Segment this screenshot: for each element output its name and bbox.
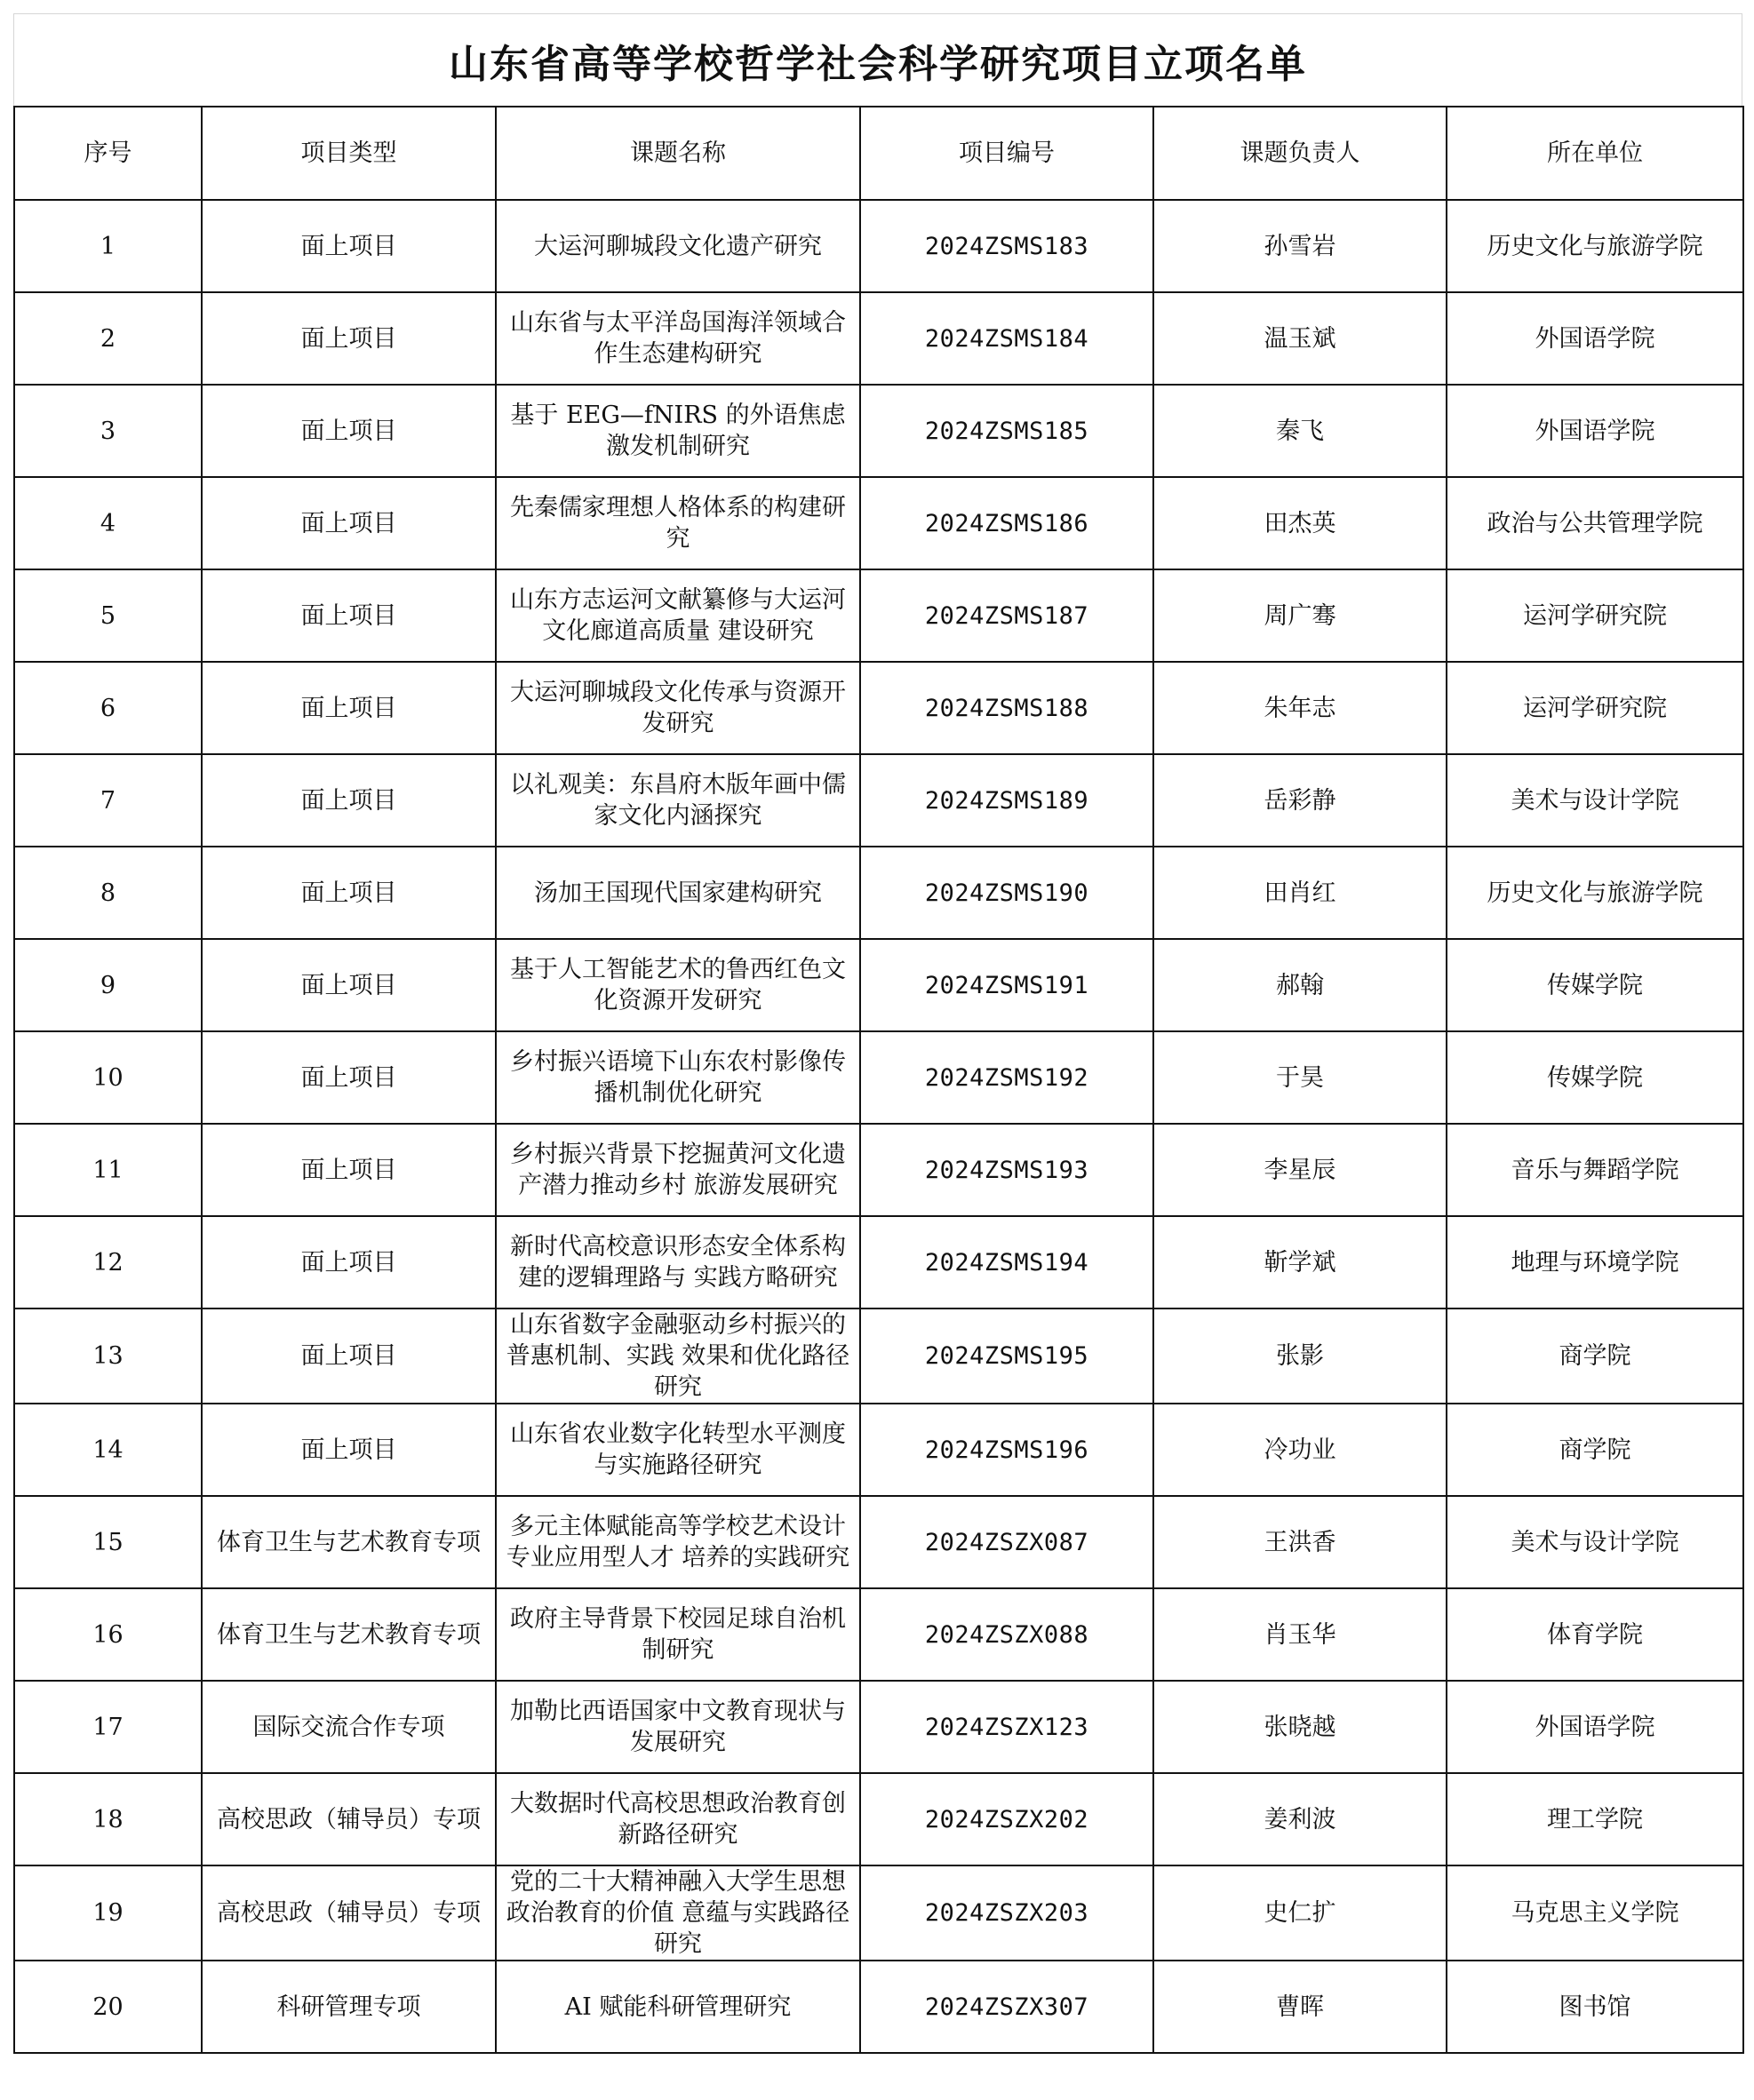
cell-serial-number: 5: [14, 569, 202, 662]
cell-unit: 传媒学院: [1447, 939, 1743, 1031]
table-body: [14, 200, 1743, 2053]
cell-unit: 历史文化与旅游学院: [1447, 200, 1743, 292]
cell-unit: 商学院: [1447, 1404, 1743, 1496]
project-table: [13, 106, 1744, 2054]
cell-serial-number: 16: [14, 1588, 202, 1681]
cell-project-type: 体育卫生与艺术教育专项: [202, 1588, 496, 1681]
cell-topic-name: 乡村振兴背景下挖掘黄河文化遗产潜力推动乡村 旅游发展研究: [496, 1124, 860, 1216]
cell-topic-name: 山东省与太平洋岛国海洋领域合作生态建构研究: [496, 292, 860, 385]
header-project-type: 项目类型: [202, 107, 496, 200]
cell-topic-name: 山东省农业数字化转型水平测度与实施路径研究: [496, 1404, 860, 1496]
cell-unit: 运河学研究院: [1447, 662, 1743, 754]
cell-project-type: 面上项目: [202, 477, 496, 569]
cell-unit: 美术与设计学院: [1447, 754, 1743, 847]
cell-unit: 图书馆: [1447, 1961, 1743, 2053]
cell-serial-number: 6: [14, 662, 202, 754]
table-header: [14, 107, 1743, 200]
table-row: [14, 385, 1743, 477]
cell-project-code: 2024ZSMS192: [860, 1031, 1153, 1124]
cell-project-leader: 秦飞: [1153, 385, 1447, 477]
cell-topic-name: 大运河聊城段文化遗产研究: [496, 200, 860, 292]
cell-project-code: 2024ZSZX087: [860, 1496, 1153, 1588]
table-row: [14, 1496, 1743, 1588]
cell-serial-number: 2: [14, 292, 202, 385]
header-project-leader: 课题负责人: [1153, 107, 1447, 200]
cell-project-code: 2024ZSMS183: [860, 200, 1153, 292]
cell-topic-name: 以礼观美：东昌府木版年画中儒家文化内涵探究: [496, 754, 860, 847]
cell-topic-name: 基于人工智能艺术的鲁西红色文化资源开发研究: [496, 939, 860, 1031]
cell-unit: 传媒学院: [1447, 1031, 1743, 1124]
cell-project-code: 2024ZSMS194: [860, 1216, 1153, 1309]
cell-serial-number: 17: [14, 1681, 202, 1773]
cell-serial-number: 3: [14, 385, 202, 477]
cell-topic-name: 山东方志运河文献纂修与大运河文化廊道高质量 建设研究: [496, 569, 860, 662]
cell-project-leader: 于昊: [1153, 1031, 1447, 1124]
cell-project-type: 体育卫生与艺术教育专项: [202, 1496, 496, 1588]
table-row: [14, 569, 1743, 662]
table-row: [14, 662, 1743, 754]
cell-project-code: 2024ZSMS187: [860, 569, 1153, 662]
cell-project-leader: 姜利波: [1153, 1773, 1447, 1865]
table-row: [14, 292, 1743, 385]
cell-project-type: 面上项目: [202, 1404, 496, 1496]
project-list-sheet: [13, 13, 1742, 2054]
cell-topic-name: 政府主导背景下校园足球自治机制研究: [496, 1588, 860, 1681]
cell-project-type: 面上项目: [202, 385, 496, 477]
cell-project-leader: 冷功业: [1153, 1404, 1447, 1496]
cell-project-type: 面上项目: [202, 1216, 496, 1309]
cell-project-code: 2024ZSZX202: [860, 1773, 1153, 1865]
cell-unit: 体育学院: [1447, 1588, 1743, 1681]
cell-project-leader: 田肖红: [1153, 847, 1447, 939]
table-row: [14, 1865, 1743, 1961]
title-bar: [13, 13, 1742, 106]
cell-serial-number: 14: [14, 1404, 202, 1496]
cell-project-type: 面上项目: [202, 939, 496, 1031]
cell-project-code: 2024ZSZX307: [860, 1961, 1153, 2053]
cell-project-leader: 王洪香: [1153, 1496, 1447, 1588]
header-project-code: 项目编号: [860, 107, 1153, 200]
cell-topic-name: 党的二十大精神融入大学生思想政治教育的价值 意蕴与实践路径研究: [496, 1865, 860, 1961]
cell-unit: 理工学院: [1447, 1773, 1743, 1865]
cell-unit: 地理与环境学院: [1447, 1216, 1743, 1309]
cell-unit: 外国语学院: [1447, 292, 1743, 385]
cell-unit: 历史文化与旅游学院: [1447, 847, 1743, 939]
cell-project-type: 面上项目: [202, 1124, 496, 1216]
cell-serial-number: 12: [14, 1216, 202, 1309]
table-row: [14, 477, 1743, 569]
cell-serial-number: 15: [14, 1496, 202, 1588]
cell-unit: 政治与公共管理学院: [1447, 477, 1743, 569]
table-row: [14, 939, 1743, 1031]
cell-project-code: 2024ZSMS184: [860, 292, 1153, 385]
cell-serial-number: 8: [14, 847, 202, 939]
cell-unit: 外国语学院: [1447, 1681, 1743, 1773]
cell-project-leader: 肖玉华: [1153, 1588, 1447, 1681]
cell-project-type: 高校思政（辅导员）专项: [202, 1773, 496, 1865]
table-row: [14, 1031, 1743, 1124]
cell-project-code: 2024ZSZX123: [860, 1681, 1153, 1773]
page-title: 山东省高等学校哲学社会科学研究项目立项名单: [449, 41, 1307, 87]
cell-project-leader: 田杰英: [1153, 477, 1447, 569]
cell-project-type: 面上项目: [202, 1031, 496, 1124]
cell-project-leader: 曹晖: [1153, 1961, 1447, 2053]
cell-topic-name: 基于 EEG—fNIRS 的外语焦虑激发机制研究: [496, 385, 860, 477]
table-row: [14, 1588, 1743, 1681]
cell-project-type: 高校思政（辅导员）专项: [202, 1865, 496, 1961]
cell-project-code: 2024ZSMS193: [860, 1124, 1153, 1216]
cell-project-leader: 李星辰: [1153, 1124, 1447, 1216]
cell-topic-name: 先秦儒家理想人格体系的构建研究: [496, 477, 860, 569]
cell-project-code: 2024ZSMS191: [860, 939, 1153, 1031]
table-row: [14, 200, 1743, 292]
cell-project-leader: 朱年志: [1153, 662, 1447, 754]
cell-topic-name: 新时代高校意识形态安全体系构建的逻辑理路与 实践方略研究: [496, 1216, 860, 1309]
table-row: [14, 1216, 1743, 1309]
cell-project-leader: 温玉斌: [1153, 292, 1447, 385]
cell-topic-name: 山东省数字金融驱动乡村振兴的普惠机制、实践 效果和优化路径研究: [496, 1309, 860, 1404]
cell-project-type: 国际交流合作专项: [202, 1681, 496, 1773]
cell-topic-name: 加勒比西语国家中文教育现状与发展研究: [496, 1681, 860, 1773]
cell-project-leader: 靳学斌: [1153, 1216, 1447, 1309]
cell-serial-number: 19: [14, 1865, 202, 1961]
cell-unit: 音乐与舞蹈学院: [1447, 1124, 1743, 1216]
cell-project-leader: 岳彩静: [1153, 754, 1447, 847]
cell-topic-name: 大运河聊城段文化传承与资源开发研究: [496, 662, 860, 754]
cell-project-leader: 史仁扩: [1153, 1865, 1447, 1961]
table-row: [14, 1124, 1743, 1216]
cell-unit: 美术与设计学院: [1447, 1496, 1743, 1588]
cell-project-leader: 郝翰: [1153, 939, 1447, 1031]
table-row: [14, 1681, 1743, 1773]
cell-serial-number: 10: [14, 1031, 202, 1124]
cell-project-leader: 张影: [1153, 1309, 1447, 1404]
cell-project-leader: 孙雪岩: [1153, 200, 1447, 292]
cell-project-code: 2024ZSMS190: [860, 847, 1153, 939]
header-row: [14, 107, 1743, 200]
cell-unit: 马克思主义学院: [1447, 1865, 1743, 1961]
cell-topic-name: 乡村振兴语境下山东农村影像传播机制优化研究: [496, 1031, 860, 1124]
table-row: [14, 1961, 1743, 2053]
cell-project-code: 2024ZSZX088: [860, 1588, 1153, 1681]
cell-project-code: 2024ZSMS189: [860, 754, 1153, 847]
table-row: [14, 754, 1743, 847]
cell-project-type: 科研管理专项: [202, 1961, 496, 2053]
cell-project-code: 2024ZSMS196: [860, 1404, 1153, 1496]
cell-serial-number: 9: [14, 939, 202, 1031]
cell-topic-name: 多元主体赋能高等学校艺术设计专业应用型人才 培养的实践研究: [496, 1496, 860, 1588]
cell-project-leader: 周广骞: [1153, 569, 1447, 662]
header-serial-number: 序号: [14, 107, 202, 200]
cell-project-type: 面上项目: [202, 754, 496, 847]
cell-serial-number: 1: [14, 200, 202, 292]
cell-project-type: 面上项目: [202, 200, 496, 292]
cell-serial-number: 4: [14, 477, 202, 569]
cell-serial-number: 7: [14, 754, 202, 847]
table-row: [14, 1404, 1743, 1496]
cell-project-code: 2024ZSMS186: [860, 477, 1153, 569]
cell-project-type: 面上项目: [202, 1309, 496, 1404]
cell-project-type: 面上项目: [202, 847, 496, 939]
cell-topic-name: 汤加王国现代国家建构研究: [496, 847, 860, 939]
cell-project-type: 面上项目: [202, 662, 496, 754]
cell-topic-name: 大数据时代高校思想政治教育创新路径研究: [496, 1773, 860, 1865]
table-row: [14, 1309, 1743, 1404]
cell-project-code: 2024ZSMS188: [860, 662, 1153, 754]
cell-serial-number: 18: [14, 1773, 202, 1865]
cell-topic-name: AI 赋能科研管理研究: [496, 1961, 860, 2053]
cell-unit: 商学院: [1447, 1309, 1743, 1404]
cell-serial-number: 13: [14, 1309, 202, 1404]
table-row: [14, 847, 1743, 939]
cell-project-type: 面上项目: [202, 569, 496, 662]
cell-unit: 外国语学院: [1447, 385, 1743, 477]
cell-project-type: 面上项目: [202, 292, 496, 385]
cell-project-code: 2024ZSMS195: [860, 1309, 1153, 1404]
cell-serial-number: 11: [14, 1124, 202, 1216]
cell-project-code: 2024ZSMS185: [860, 385, 1153, 477]
table-row: [14, 1773, 1743, 1865]
header-unit: 所在单位: [1447, 107, 1743, 200]
cell-project-leader: 张晓越: [1153, 1681, 1447, 1773]
cell-serial-number: 20: [14, 1961, 202, 2053]
header-topic-name: 课题名称: [496, 107, 860, 200]
cell-project-code: 2024ZSZX203: [860, 1865, 1153, 1961]
cell-unit: 运河学研究院: [1447, 569, 1743, 662]
